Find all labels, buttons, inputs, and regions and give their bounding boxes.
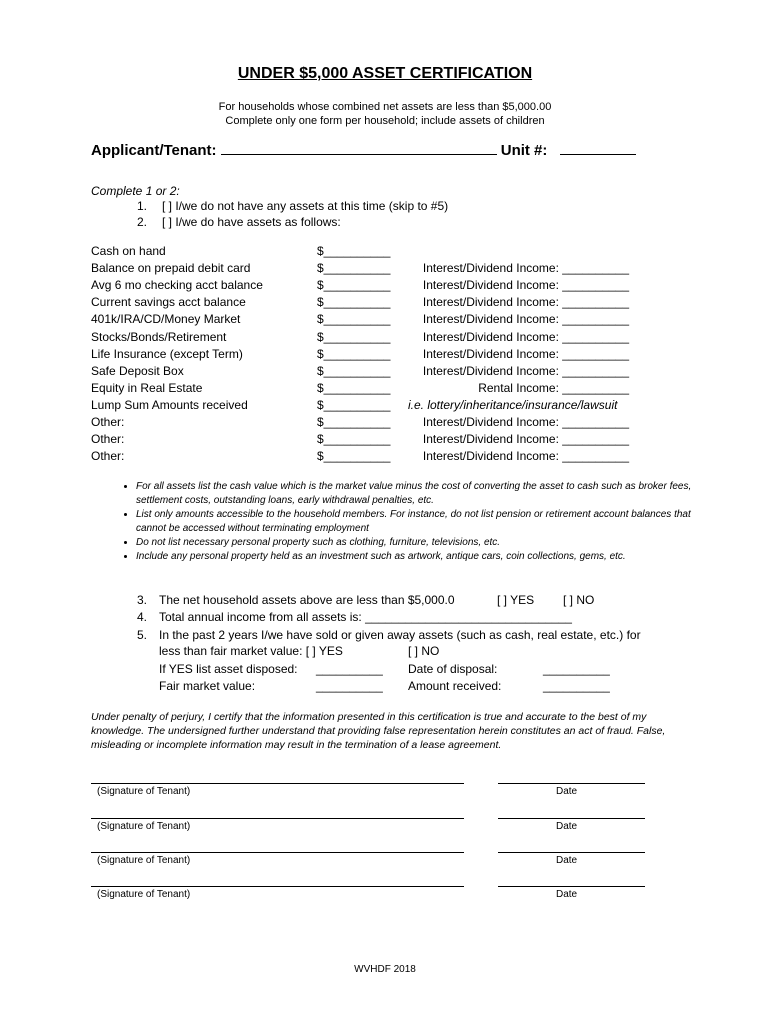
asset-disposed-field[interactable]: __________ xyxy=(316,662,383,676)
date-label: Date xyxy=(556,889,578,900)
option-2[interactable]: [ ] I/we do have assets as follows: xyxy=(162,215,341,229)
signature-label: (Signature of Tenant) xyxy=(97,821,191,832)
asset-disposed-label: If YES list asset disposed: xyxy=(159,662,298,676)
applicant-field[interactable] xyxy=(221,154,497,155)
date-label: Date xyxy=(556,855,578,866)
tenant-signature-line[interactable] xyxy=(91,818,464,819)
date-line[interactable] xyxy=(498,783,645,784)
income-field[interactable]: Interest/Dividend Income: __________ xyxy=(422,312,629,326)
subtitle-line-1: For households whose combined net assets are less than $5,000.00 xyxy=(218,101,552,113)
date-line[interactable] xyxy=(498,852,645,853)
income-field[interactable]: Rental Income: __________ xyxy=(478,381,629,395)
applicant-label: Applicant/Tenant: xyxy=(91,142,217,159)
asset-amount-field[interactable]: $__________ xyxy=(317,381,391,395)
income-field[interactable]: Interest/Dividend Income: __________ xyxy=(422,261,629,275)
signature-label: (Signature of Tenant) xyxy=(97,786,191,797)
income-field[interactable]: Interest/Dividend Income: __________ xyxy=(422,449,629,463)
question-5-yes[interactable]: less than fair market value: [ ] YES xyxy=(159,644,343,658)
asset-label: Other: xyxy=(91,432,125,446)
option-1-number: 1. xyxy=(137,199,148,213)
asset-amount-field[interactable]: $__________ xyxy=(317,330,391,344)
income-field[interactable]: Interest/Dividend Income: __________ xyxy=(422,330,629,344)
note-item: • Do not list necessary personal property such as clothing, furniture, televisions, etc. xyxy=(136,536,696,550)
income-field[interactable]: Interest/Dividend Income: __________ xyxy=(422,432,629,446)
tenant-signature-line[interactable] xyxy=(91,886,464,887)
question-3-text: The net household assets above are less than $5,000.0 xyxy=(159,593,455,607)
signature-label: (Signature of Tenant) xyxy=(97,855,191,866)
asset-amount-field[interactable]: $__________ xyxy=(317,398,391,412)
disposal-date-label: Date of disposal: xyxy=(408,662,498,676)
asset-label: Other: xyxy=(91,449,125,463)
asset-amount-field[interactable]: $__________ xyxy=(317,449,391,463)
date-label: Date xyxy=(556,821,578,832)
question-3-yes[interactable]: [ ] YES xyxy=(497,593,535,607)
unit-label: Unit #: xyxy=(500,142,548,159)
asset-amount-field[interactable]: $__________ xyxy=(317,347,391,361)
disposal-date-field[interactable]: __________ xyxy=(543,662,610,676)
complete-instruction: Complete 1 or 2: xyxy=(91,184,180,198)
asset-label: Life Insurance (except Term) xyxy=(91,347,243,361)
question-5-text: In the past 2 years I/we have sold or given away assets (such as cash, real estate, etc.) for xyxy=(159,628,641,642)
question-4-number: 4. xyxy=(137,610,148,624)
income-field[interactable]: Interest/Dividend Income: __________ xyxy=(422,364,629,378)
date-line[interactable] xyxy=(498,818,645,819)
tenant-signature-line[interactable] xyxy=(91,783,464,784)
question-5-no[interactable]: [ ] NO xyxy=(408,644,440,658)
date-line[interactable] xyxy=(498,886,645,887)
tenant-signature-line[interactable] xyxy=(91,852,464,853)
asset-label: Balance on prepaid debit card xyxy=(91,261,251,275)
asset-amount-field[interactable]: $__________ xyxy=(317,432,391,446)
asset-amount-field[interactable]: $__________ xyxy=(317,415,391,429)
income-field[interactable]: i.e. lottery/inheritance/insurance/lawsuit xyxy=(408,398,618,412)
asset-amount-field[interactable]: $__________ xyxy=(317,261,391,275)
asset-label: Safe Deposit Box xyxy=(91,364,184,378)
subtitle-line-2: Complete only one form per household; include assets of children xyxy=(225,115,545,127)
question-3-no[interactable]: [ ] NO xyxy=(563,593,595,607)
note-item: • Include any personal property held as an investment such as artwork, antique cars, coin collections, gems, etc. xyxy=(136,550,696,564)
asset-label: 401k/IRA/CD/Money Market xyxy=(91,312,241,326)
asset-amount-field[interactable]: $__________ xyxy=(317,295,391,309)
fair-market-value-field[interactable]: __________ xyxy=(316,679,383,693)
asset-amount-field[interactable]: $__________ xyxy=(317,364,391,378)
income-field[interactable]: Interest/Dividend Income: __________ xyxy=(422,278,629,292)
note-item: • For all assets list the cash value which is the market value minus the cost of converting the asset to cash such as broker fees, settlement costs, outstanding loans, early withdrawal penalties, etc. xyxy=(136,480,696,508)
signature-label: (Signature of Tenant) xyxy=(97,889,191,900)
income-field[interactable]: Interest/Dividend Income: __________ xyxy=(422,295,629,309)
option-1[interactable]: [ ] I/we do not have any assets at this time (skip to #5) xyxy=(162,199,449,213)
asset-label: Avg 6 mo checking acct balance xyxy=(91,278,263,292)
asset-label: Lump Sum Amounts received xyxy=(91,398,248,412)
income-field[interactable]: Interest/Dividend Income: __________ xyxy=(422,415,629,429)
asset-amount-field[interactable]: $__________ xyxy=(317,244,391,258)
asset-label: Equity in Real Estate xyxy=(91,381,203,395)
question-4-text[interactable]: Total annual income from all assets is: _______________________________ xyxy=(159,610,572,624)
question-3-number: 3. xyxy=(137,593,148,607)
applicant-row xyxy=(91,142,636,159)
amount-received-field[interactable]: __________ xyxy=(543,679,610,693)
footer: WVHDF 2018 xyxy=(354,964,416,975)
amount-received-label: Amount received: xyxy=(408,679,502,693)
fair-market-value-label: Fair market value: xyxy=(159,679,256,693)
unit-field[interactable] xyxy=(560,154,636,155)
asset-label: Current savings acct balance xyxy=(91,295,246,309)
asset-label: Other: xyxy=(91,415,125,429)
option-2-number: 2. xyxy=(137,215,148,229)
certification-statement: Under penalty of perjury, I certify that the information presented in this certification is true and accurate to the best of my knowledge. The undersigned further understand that providing false representation herein constitutes an act of fraud. False, misleading or incomplete information may result in the termination of a lease agreement. xyxy=(91,711,666,751)
asset-label: Stocks/Bonds/Retirement xyxy=(91,330,227,344)
question-5-number: 5. xyxy=(137,628,148,642)
income-field[interactable]: Interest/Dividend Income: __________ xyxy=(422,347,629,361)
asset-amount-field[interactable]: $__________ xyxy=(317,278,391,292)
instruction-notes xyxy=(108,480,696,564)
note-item: • List only amounts accessible to the household members. For instance, do not list pension or retirement account balances that cannot be accessed without terminating employment xyxy=(136,508,696,536)
date-label: Date xyxy=(556,786,578,797)
asset-label: Cash on hand xyxy=(91,244,166,258)
form-title: UNDER $5,000 ASSET CERTIFICATION xyxy=(237,65,533,82)
asset-amount-field[interactable]: $__________ xyxy=(317,312,391,326)
